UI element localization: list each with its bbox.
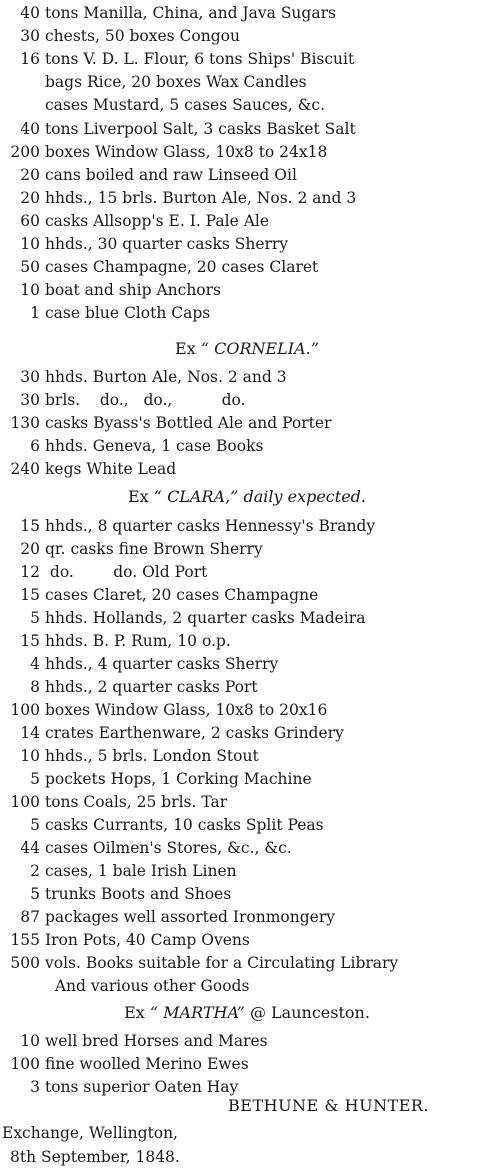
item-quantity: 100 xyxy=(10,793,40,811)
list-item xyxy=(0,722,344,744)
item-description: boxes Window Glass, 10x8 to 24x18 xyxy=(45,142,328,161)
list-item xyxy=(0,699,327,721)
item-description: do. do. Old Port xyxy=(45,563,208,581)
list-item xyxy=(0,653,278,675)
item-quantity: 30 xyxy=(20,27,40,46)
item-description: tons Coals, 25 brls. Tar xyxy=(45,793,228,811)
item-quantity: 4 xyxy=(30,655,40,673)
item-description: tons Liverpool Salt, 3 casks Basket Salt xyxy=(45,119,356,138)
item-description: cases, 1 bale Irish Linen xyxy=(45,862,237,880)
list-item xyxy=(0,233,288,255)
item-description: cases Claret, 20 cases Champagne xyxy=(45,586,319,604)
list-item xyxy=(0,630,231,652)
item-quantity: 20 xyxy=(20,188,40,207)
list-item xyxy=(0,71,307,93)
heading-tail-clara: daily expected. xyxy=(243,487,366,506)
list-item xyxy=(0,561,207,583)
item-description: casks Currants, 10 casks Split Peas xyxy=(45,816,324,834)
list-item xyxy=(0,607,365,629)
item-description: qr. casks fine Brown Sherry xyxy=(45,540,263,558)
list-item xyxy=(0,1053,249,1075)
item-description: kegs White Lead xyxy=(45,460,177,478)
item-quantity: 20 xyxy=(20,540,40,558)
item-description: hhds. Burton Ale, Nos. 2 and 3 xyxy=(45,368,287,386)
item-description: tons Manilla, China, and Java Sugars xyxy=(45,4,336,22)
list-item xyxy=(0,302,210,324)
item-quantity: 130 xyxy=(10,414,40,432)
footer-place: Exchange, Wellington, xyxy=(2,1124,178,1142)
heading-prefix: Ex xyxy=(175,339,196,358)
item-description: chests, 50 boxes Congou xyxy=(45,27,240,46)
list-item xyxy=(0,187,356,209)
item-description: And various other Goods xyxy=(45,977,250,995)
list-item xyxy=(0,584,318,606)
heading-cornelia xyxy=(0,338,494,360)
item-description: hhds. B. P. Rum, 10 o.p. xyxy=(45,632,231,650)
list-item xyxy=(0,837,292,859)
list-item xyxy=(0,412,331,434)
item-quantity: 1 xyxy=(30,304,40,323)
item-quantity: 87 xyxy=(20,908,40,926)
item-quantity: 15 xyxy=(20,586,40,604)
list-item xyxy=(0,952,398,974)
list-item xyxy=(0,1076,238,1098)
heading-prefix: Ex xyxy=(128,487,149,506)
footer-date: 8th September, 1848. xyxy=(10,1148,180,1166)
item-quantity: 20 xyxy=(20,165,40,184)
list-item xyxy=(0,860,237,882)
item-description: pockets Hops, 1 Corking Machine xyxy=(45,770,312,788)
item-description: bags Rice, 20 boxes Wax Candles xyxy=(45,73,307,92)
item-quantity: 5 xyxy=(30,816,40,834)
list-item xyxy=(0,435,263,457)
list-item xyxy=(0,1030,268,1052)
item-description: boat and ship Anchors xyxy=(45,281,222,300)
item-description: cases Mustard, 5 cases Sauces, &c. xyxy=(45,96,326,115)
item-description: vols. Books suitable for a Circulating Library xyxy=(45,954,399,972)
item-description: trunks Boots and Shoes xyxy=(45,885,232,903)
item-quantity: 6 xyxy=(30,437,40,455)
item-description: hhds., 30 quarter casks Sherry xyxy=(45,235,289,253)
list-item xyxy=(0,929,250,951)
item-quantity: 12 xyxy=(20,563,40,581)
item-description: Iron Pots, 40 Camp Ovens xyxy=(45,931,250,949)
item-quantity: 10 xyxy=(20,747,40,765)
list-item xyxy=(0,48,354,70)
list-item xyxy=(0,389,246,411)
item-quantity: 5 xyxy=(30,770,40,788)
item-description: brls. do., do., do. xyxy=(45,391,246,409)
item-description: crates Earthenware, 2 casks Grindery xyxy=(45,724,344,742)
list-item xyxy=(0,975,249,997)
item-quantity: 500 xyxy=(10,954,40,972)
item-description: hhds. Hollands, 2 quarter casks Madeira xyxy=(45,609,366,627)
list-item xyxy=(0,676,258,698)
heading-tail-martha: @ Launceston. xyxy=(249,1003,370,1022)
item-description: tons V. D. L. Flour, 6 tons Ships' Biscuit xyxy=(45,50,355,69)
list-item xyxy=(0,458,176,480)
item-quantity: 155 xyxy=(10,931,40,949)
item-description: hhds., 8 quarter casks Hennessy's Brandy xyxy=(45,517,376,535)
item-quantity: 50 xyxy=(20,258,40,277)
ship-name-martha: “ MARTHA” xyxy=(149,1003,245,1022)
item-description: tons superior Oaten Hay xyxy=(45,1078,239,1096)
item-description: hhds., 15 brls. Burton Ale, Nos. 2 and 3 xyxy=(45,188,357,207)
item-description: hhds., 4 quarter casks Sherry xyxy=(45,655,279,673)
list-item xyxy=(0,745,259,767)
list-item xyxy=(0,791,227,813)
list-item xyxy=(0,906,335,928)
item-quantity: 30 xyxy=(20,391,40,409)
item-quantity: 40 xyxy=(20,4,40,22)
heading-prefix: Ex xyxy=(124,1003,145,1022)
item-description: hhds., 2 quarter casks Port xyxy=(45,678,258,696)
list-item xyxy=(0,25,240,47)
item-description: well bred Horses and Mares xyxy=(45,1032,268,1050)
item-description: fine woolled Merino Ewes xyxy=(45,1055,249,1073)
item-quantity: 2 xyxy=(30,862,40,880)
item-quantity: 240 xyxy=(10,460,40,478)
item-description: hhds. Geneva, 1 case Books xyxy=(45,437,264,455)
item-quantity: 14 xyxy=(20,724,40,742)
item-quantity: 15 xyxy=(20,632,40,650)
ship-name-cornelia: “ CORNELIA.” xyxy=(200,339,319,358)
list-item xyxy=(0,538,263,560)
item-quantity: 10 xyxy=(20,1032,40,1050)
item-description: hhds., 5 brls. London Stout xyxy=(45,747,259,765)
list-item xyxy=(0,768,312,790)
list-item xyxy=(0,883,231,905)
list-item xyxy=(0,118,356,140)
list-item xyxy=(0,814,324,836)
item-quantity: 100 xyxy=(10,1055,40,1073)
item-quantity: 5 xyxy=(30,885,40,903)
list-item xyxy=(0,141,327,163)
item-quantity: 100 xyxy=(10,701,40,719)
item-quantity: 40 xyxy=(20,119,40,138)
item-quantity: 5 xyxy=(30,609,40,627)
list-item xyxy=(0,279,221,301)
list-item xyxy=(0,256,318,278)
item-description: cans boiled and raw Linseed Oil xyxy=(45,165,297,184)
item-quantity: 200 xyxy=(10,142,40,161)
list-item xyxy=(0,94,325,116)
signature: BETHUNE & HUNTER. xyxy=(228,1096,430,1115)
item-quantity: 10 xyxy=(20,281,40,300)
list-item xyxy=(0,164,297,186)
item-quantity: 8 xyxy=(30,678,40,696)
list-item xyxy=(0,2,336,24)
list-item xyxy=(0,366,287,388)
item-description: casks Allsopp's E. I. Pale Ale xyxy=(45,211,270,230)
list-item xyxy=(0,210,269,232)
heading-martha xyxy=(0,1002,494,1024)
item-description: casks Byass's Bottled Ale and Porter xyxy=(45,414,332,432)
item-quantity: 44 xyxy=(20,839,40,857)
item-quantity: 10 xyxy=(20,235,40,253)
item-description: packages well assorted Ironmongery xyxy=(45,908,335,926)
heading-clara xyxy=(0,486,494,508)
item-quantity: 3 xyxy=(30,1078,40,1096)
item-quantity: 16 xyxy=(20,50,40,69)
item-description: cases Champagne, 20 cases Claret xyxy=(45,258,319,277)
list-item xyxy=(0,515,375,537)
item-quantity: 60 xyxy=(20,211,40,230)
item-description: case blue Cloth Caps xyxy=(45,304,211,323)
item-description: cases Oilmen's Stores, &c., &c. xyxy=(45,839,292,857)
item-quantity: 15 xyxy=(20,517,40,535)
item-quantity: 30 xyxy=(20,368,40,386)
ship-name-clara: “ CLARA,” xyxy=(153,487,239,506)
item-description: boxes Window Glass, 10x8 to 20x16 xyxy=(45,701,328,719)
